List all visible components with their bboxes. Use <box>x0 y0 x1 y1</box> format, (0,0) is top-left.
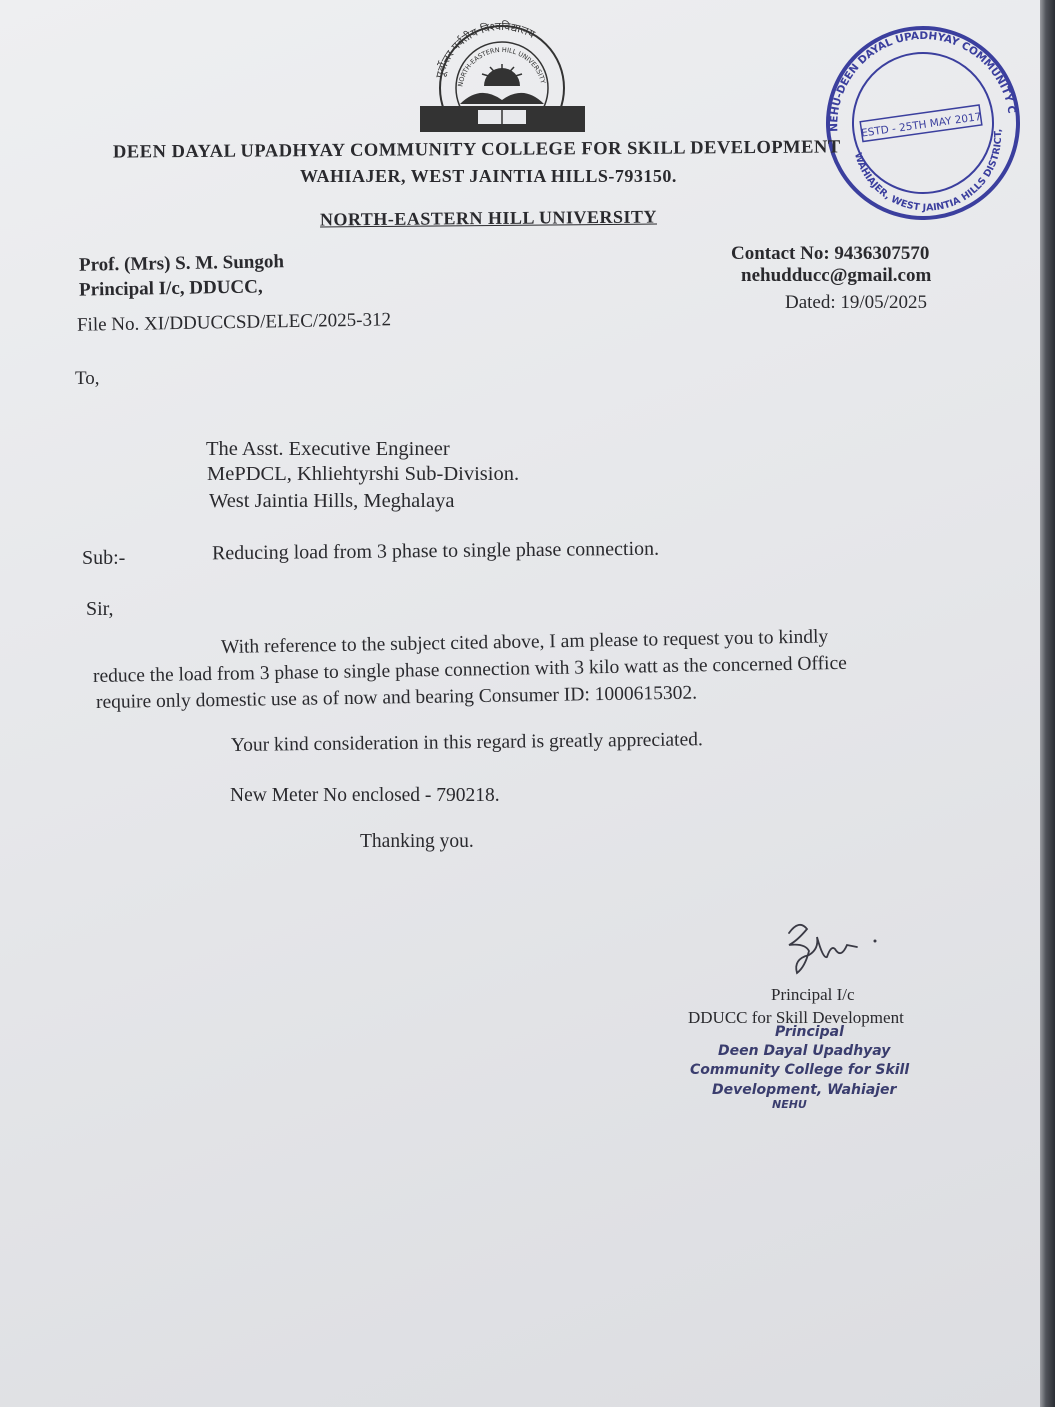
sender-name: Prof. (Mrs) S. M. Sungoh <box>78 251 285 276</box>
college-address: WAHIAJER, WEST JAINTIA HILLS-793150. <box>300 166 677 186</box>
seal-line-3: Community College for Skill <box>690 1062 910 1078</box>
page-edge-shadow <box>1040 0 1055 1407</box>
recipient-line-1: The Asst. Executive Engineer <box>206 438 450 460</box>
svg-text:NORTH-EASTERN HILL UNIVERSITY: NORTH-EASTERN HILL UNIVERSITY <box>456 45 548 88</box>
seal-line-5: NEHU <box>772 1098 807 1111</box>
contact-email: nehudducc@gmail.com <box>741 265 932 286</box>
college-round-stamp-icon <box>815 25 1030 220</box>
recipient-line-3: West Jaintia Hills, Meghalaya <box>209 490 455 512</box>
body-para1-line1: With reference to the subject cited above, I am please to request you to kindly <box>220 626 829 658</box>
university-logo-icon <box>420 20 585 132</box>
closing: Thanking you. <box>360 831 474 852</box>
body-para2: Your kind consideration in this regard is greatly appreciated. <box>230 729 703 756</box>
svg-text:WAHIAJER, WEST JAINTIA HILLS D: WAHIAJER, WEST JAINTIA HILLS DISTRICT, <box>851 128 1005 214</box>
signatory-org: DDUCC for Skill Development <box>688 1008 904 1027</box>
university-name: NORTH-EASTERN HILL UNIVERSITY <box>319 206 658 230</box>
body-para1-line2: reduce the load from 3 phase to single phase connection with 3 kilo watt as the concerned Office <box>92 652 847 687</box>
body-para1-line3: require only domestic use as of now and bearing Consumer ID: 1000615302. <box>95 682 698 713</box>
file-number: File No. XI/DDUCCSD/ELEC/2025-312 <box>76 309 392 336</box>
college-name: DEEN DAYAL UPADHYAY COMMUNITY COLLEGE FOR SKILL DEVELOPMENT <box>112 137 841 163</box>
salutation: Sir, <box>86 598 114 620</box>
seal-line-4: Development, Wahiajer <box>712 1082 897 1098</box>
handwritten-signature-icon <box>775 915 885 980</box>
seal-line-1: Principal <box>775 1024 844 1040</box>
signatory-title: Principal I/c <box>771 985 855 1004</box>
body-para3: New Meter No enclosed - 790218. <box>230 785 500 806</box>
seal-line-2: Deen Dayal Upadhyay <box>718 1043 891 1059</box>
subject-text: Reducing load from 3 phase to single phase connection. <box>211 537 660 565</box>
subject-label: Sub:- <box>82 547 126 569</box>
contact-phone: Contact No: 9436307570 <box>731 243 930 264</box>
letter-date: Dated: 19/05/2025 <box>785 292 927 313</box>
svg-text:NEHU-DEEN DAYAL UPADHYAY COMMU: NEHU-DEEN DAYAL UPADHYAY COMMUNITY COLLEGE <box>828 29 1018 132</box>
to-label: To, <box>75 368 100 389</box>
svg-text:पूर्वोत्तर पर्वतीय विश्वविद्या: पूर्वोत्तर पर्वतीय विश्वविद्यालय <box>433 20 537 80</box>
sender-designation: Principal I/c, DDUCC, <box>78 276 263 301</box>
recipient-line-2: MePDCL, Khliehtyrshi Sub-Division. <box>207 463 520 485</box>
svg-text:ESTD - 25TH MAY 2017: ESTD - 25TH MAY 2017 <box>860 110 983 140</box>
